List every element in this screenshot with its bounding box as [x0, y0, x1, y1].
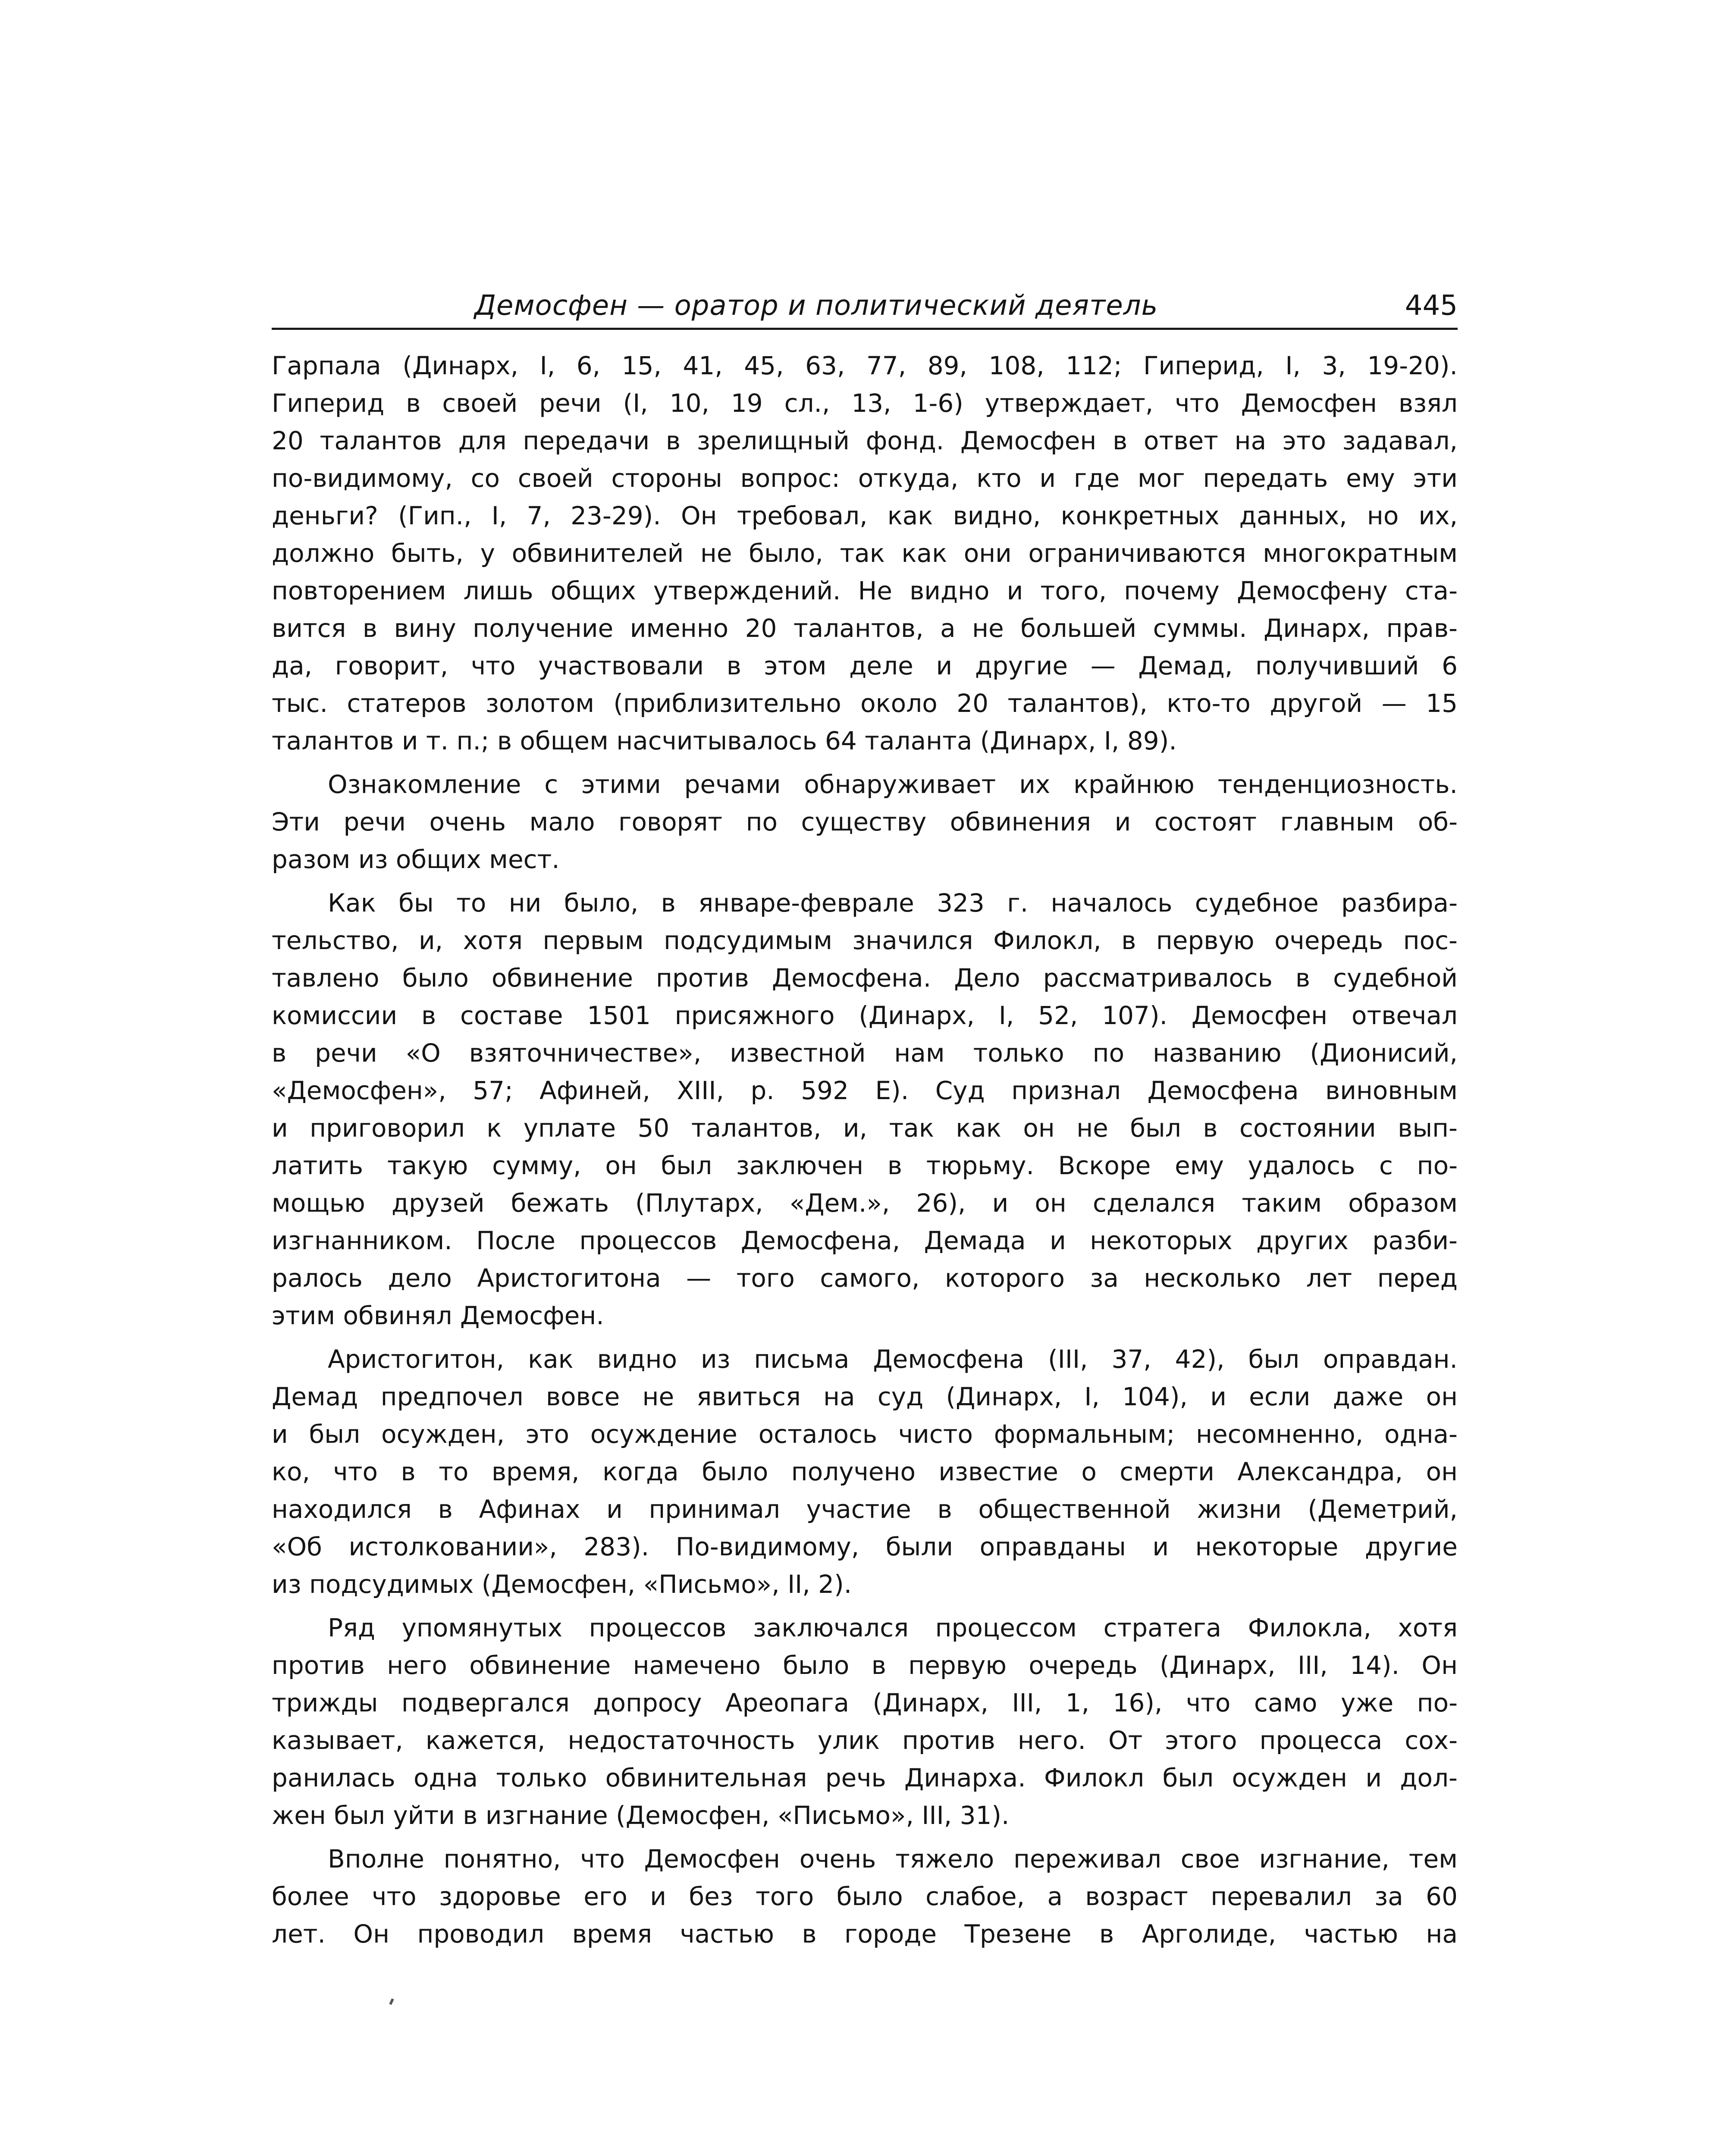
running-head [272, 280, 1458, 330]
text-line: мощью друзей бежать (Плутарх, «Дем.», 26), и он сделался таким образом [272, 1188, 1458, 1218]
text-line: да, говорит, что участвовали в этом деле и другие — Демад, получивший 6 [272, 651, 1458, 680]
text-line: и приговорил к уплате 50 талантов, и, так как он не был в состоянии вып- [272, 1113, 1458, 1143]
paragraph-4 [272, 1341, 1458, 1603]
paragraph-3 [272, 884, 1458, 1335]
text-line: «Об истолковании», 283). По-видимому, были оправданы и некоторые другие [272, 1532, 1458, 1561]
text-line: более что здоровье его и без того было слабое, а возраст перевалил за 60 [272, 1882, 1458, 1911]
text-line: комиссии в составе 1501 присяжного (Динарх, I, 52, 107). Демосфен отвечал [272, 1001, 1458, 1030]
body-text [272, 347, 1458, 1953]
text-line: этим обвинял Демосфен. [272, 1301, 604, 1330]
page-number: 445 [1405, 290, 1458, 322]
text-line: ко, что в то время, когда было получено известие о смерти Александра, он [272, 1457, 1458, 1486]
text-line: ранилась одна только обвинительная речь Динарха. Филокл был осужден и дол- [272, 1763, 1458, 1792]
text-line: Эти речи очень мало говорят по существу обвинения и состоят главным об- [272, 807, 1458, 837]
text-line: находился в Афинах и принимал участие в общественной жизни (Деметрий, [272, 1495, 1458, 1524]
running-title: Демосфен — оратор и политический деятель [474, 290, 1158, 322]
text-line: против него обвинение намечено было в первую очередь (Динарх, III, 14). Он [272, 1651, 1458, 1680]
text-line: и был осужден, это осуждение осталось чисто формальным; несомненно, одна- [272, 1420, 1458, 1449]
text-line: тавлено было обвинение против Демосфена. Дело рассматривалось в судебной [272, 963, 1458, 993]
text-line: из подсудимых (Демосфен, «Письмо», II, 2). [272, 1570, 852, 1599]
text-line: Демад предпочел вовсе не явиться на суд (Динарх, I, 104), и если даже он [272, 1382, 1458, 1411]
text-line: вится в вину получение именно 20 талантов, а не большей суммы. Динарх, прав- [272, 614, 1458, 643]
text-line: Ряд упомянутых процессов заключался процессом стратега Филокла, хотя [328, 1613, 1458, 1642]
text-line: латить такую сумму, он был заключен в тюрьму. Вскоре ему удалось с по- [272, 1151, 1458, 1180]
text-line: Ознакомление с этими речами обнаруживает их крайнюю тенденциозность. [328, 770, 1458, 799]
text-line: казывает, кажется, недостаточность улик против него. От этого процесса сох- [272, 1726, 1458, 1755]
text-line: лет. Он проводил время частью в городе Трезене в Арголиде, частью на [272, 1919, 1458, 1949]
text-line: деньги? (Гип., I, 7, 23-29). Он требовал, как видно, конкретных данных, но их, [272, 501, 1458, 530]
text-line: Аристогитон, как видно из письма Демосфена (III, 37, 42), был оправдан. [328, 1344, 1458, 1374]
text-line: изгнанником. После процессов Демосфена, Демада и некоторых других разби- [272, 1226, 1458, 1255]
text-line: 20 талантов для передачи в зрелищный фонд. Демосфен в ответ на это задавал, [272, 426, 1458, 455]
text-line: жен был уйти в изгнание (Демосфен, «Письмо», III, 31). [272, 1801, 1010, 1830]
paragraph-2 [272, 766, 1458, 878]
paragraph-1 [272, 347, 1458, 760]
paragraph-5 [272, 1609, 1458, 1834]
scan-speck [389, 1998, 394, 2005]
text-line: Вполне понятно, что Демосфен очень тяжело переживал свое изгнание, тем [328, 1844, 1458, 1874]
text-line: Как бы то ни было, в январе-феврале 323 г. началось судебное разбира- [328, 888, 1458, 918]
text-line: тыс. статеров золотом (приблизительно около 20 талантов), кто-то другой — 15 [272, 689, 1458, 718]
text-line: должно быть, у обвинителей не было, так как они ограничиваются многократным [272, 539, 1458, 568]
text-line: повторением лишь общих утверждений. Не видно и того, почему Демосфену ста- [272, 576, 1458, 605]
text-line: Гарпала (Динарх, I, 6, 15, 41, 45, 63, 77, 89, 108, 112; Гиперид, I, 3, 19-20). [272, 351, 1458, 380]
text-line: по-видимому, со своей стороны вопрос: откуда, кто и где мог передать ему эти [272, 464, 1458, 493]
text-line: «Демосфен», 57; Афиней, XIII, p. 592 E). Суд признал Демосфена виновным [272, 1076, 1458, 1105]
text-line: в речи «О взяточничестве», известной нам только по названию (Дионисий, [272, 1038, 1458, 1068]
page [272, 280, 1458, 1959]
text-line: ралось дело Аристогитона — того самого, которого за несколько лет перед [272, 1263, 1458, 1293]
paragraph-6 [272, 1840, 1458, 1953]
text-line: трижды подвергался допросу Ареопага (Динарх, III, 1, 16), что само уже по- [272, 1688, 1458, 1717]
text-line: Гиперид в своей речи (I, 10, 19 сл., 13, 1-6) утверждает, что Демосфен взял [272, 389, 1458, 418]
text-line: разом из общих мест. [272, 845, 560, 874]
text-line: тельство, и, хотя первым подсудимым значился Филокл, в первую очередь пос- [272, 926, 1458, 955]
text-line: талантов и т. п.; в общем насчитывалось 64 таланта (Динарх, I, 89). [272, 726, 1177, 755]
